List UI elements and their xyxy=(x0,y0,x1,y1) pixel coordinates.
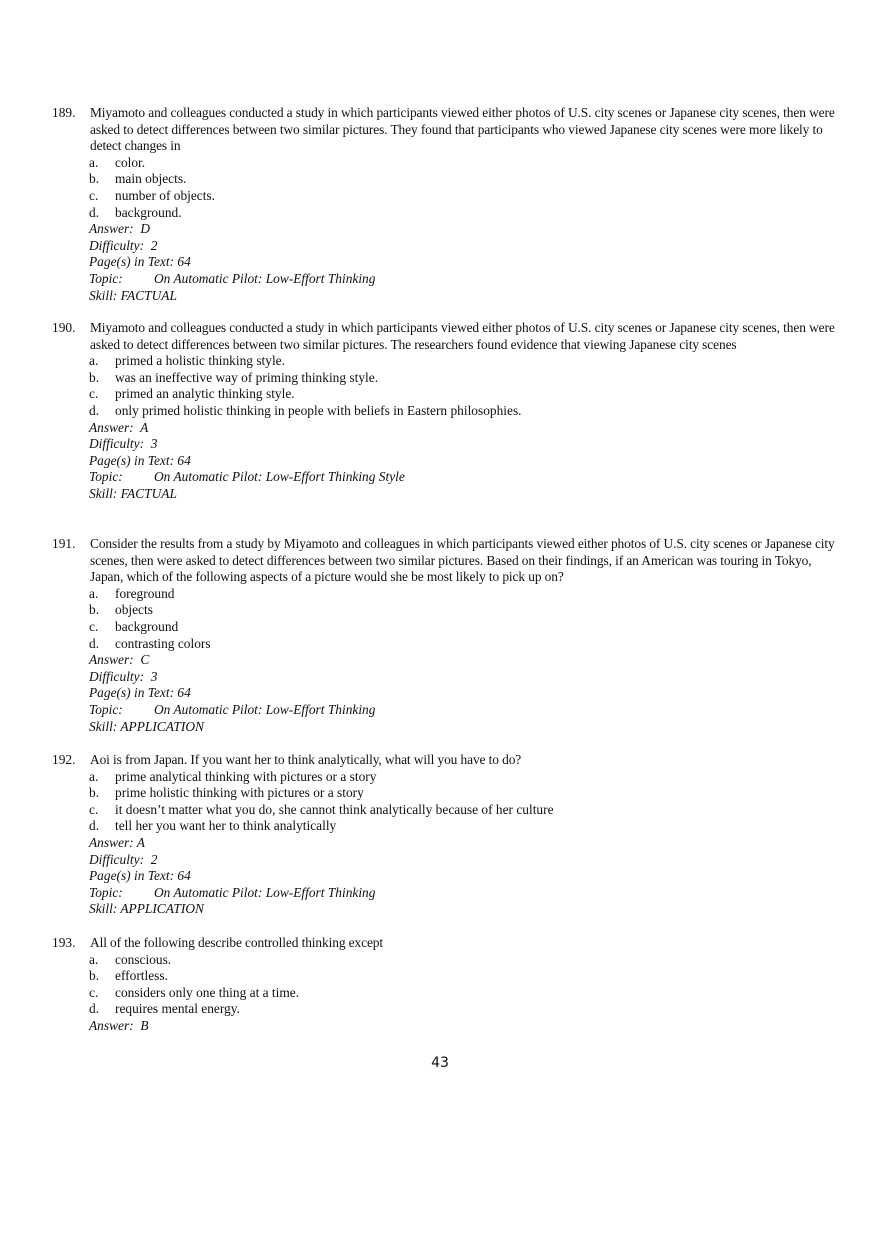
answer: Answer: A xyxy=(89,419,149,435)
options-list xyxy=(89,155,842,221)
question-meta xyxy=(89,652,842,735)
question-number: 189. xyxy=(52,105,76,120)
answer: Answer: C xyxy=(89,652,150,668)
difficulty: Difficulty: 2 xyxy=(89,851,158,867)
question-meta xyxy=(89,221,842,304)
options-list xyxy=(89,353,842,419)
question-193 xyxy=(52,935,842,1035)
option-a: a. prime analytical thinking with pictures or a story xyxy=(89,768,377,784)
options-list xyxy=(89,769,842,835)
pages-in-text: Page(s) in Text: 64 xyxy=(89,685,191,701)
question-192 xyxy=(52,752,842,918)
question-stem: Miyamoto and colleagues conducted a study in which participants viewed either photos of U.S. city scenes or Japanese city scenes, then were asked to detect differences between two similar pictures. They found that participants who viewed Japanese city scenes were more likely to detect changes in xyxy=(90,105,835,154)
option-d: d. tell her you want her to think analytically xyxy=(89,818,337,834)
option-b: b. was an ineffective way of priming thinking style. xyxy=(89,369,379,385)
topic: Topic: On Automatic Pilot: Low-Effort Thinking xyxy=(89,270,376,286)
option-c: c. number of objects. xyxy=(89,187,216,203)
question-stem: Aoi is from Japan. If you want her to think analytically, what will you have to do? xyxy=(90,752,522,767)
topic: Topic: On Automatic Pilot: Low-Effort Thinking Style xyxy=(89,469,405,485)
option-b: b. prime holistic thinking with pictures or a story xyxy=(89,785,364,801)
pages-in-text: Page(s) in Text: 64 xyxy=(89,254,191,270)
option-c: c. considers only one thing at a time. xyxy=(89,984,300,1000)
option-c: c. background xyxy=(89,618,179,634)
option-c: c. primed an analytic thinking style. xyxy=(89,386,295,402)
pages-in-text: Page(s) in Text: 64 xyxy=(89,452,191,468)
skill: Skill: APPLICATION xyxy=(89,901,204,917)
question-meta xyxy=(89,1018,842,1035)
question-191 xyxy=(52,536,842,735)
option-b: b. main objects. xyxy=(89,171,187,187)
skill: Skill: APPLICATION xyxy=(89,718,204,734)
difficulty: Difficulty: 2 xyxy=(89,237,158,253)
option-a: a. color. xyxy=(89,154,146,170)
question-meta xyxy=(89,835,842,918)
answer: Answer: A xyxy=(89,834,145,850)
option-d: d. background. xyxy=(89,204,182,220)
question-number: 190. xyxy=(52,320,76,335)
question-number: 192. xyxy=(52,752,76,767)
options-list xyxy=(89,586,842,652)
option-a: a. foreground xyxy=(89,585,175,601)
question-stem: Consider the results from a study by Miyamoto and colleagues in which participants viewed either photos of U.S. city scenes or Japanese city scenes, then were asked to detect differences between two similar pictures. Based on their findings, if an American was touring in Tokyo, Japan, which of the following aspects of a picture would she be most likely to pick up on? xyxy=(90,536,835,585)
pages-in-text: Page(s) in Text: 64 xyxy=(89,868,191,884)
option-c: c. it doesn’t matter what you do, she cannot think analytically because of her culture xyxy=(89,801,554,817)
option-a: a. conscious. xyxy=(89,951,172,967)
option-d: d. only primed holistic thinking in people with beliefs in Eastern philosophies. xyxy=(89,402,522,418)
option-d: d. requires mental energy. xyxy=(89,1001,240,1017)
question-stem: Miyamoto and colleagues conducted a study in which participants viewed either photos of U.S. city scenes or Japanese city scenes, then were asked to detect differences between two similar pictures. The researchers found evidence that viewing Japanese city scenes xyxy=(90,320,835,352)
answer: Answer: B xyxy=(89,1017,149,1033)
page-number: 43 xyxy=(431,1055,449,1071)
skill: Skill: FACTUAL xyxy=(89,485,177,501)
skill: Skill: FACTUAL xyxy=(89,287,177,303)
difficulty: Difficulty: 3 xyxy=(89,668,158,684)
question-number: 193. xyxy=(52,935,76,950)
question-meta xyxy=(89,420,842,503)
option-b: b. effortless. xyxy=(89,968,168,984)
options-list xyxy=(89,952,842,1018)
option-a: a. primed a holistic thinking style. xyxy=(89,353,285,369)
option-b: b. objects xyxy=(89,602,153,618)
difficulty: Difficulty: 3 xyxy=(89,436,158,452)
topic: Topic: On Automatic Pilot: Low-Effort Thinking xyxy=(89,884,376,900)
option-d: d. contrasting colors xyxy=(89,635,211,651)
question-189 xyxy=(52,105,842,304)
answer: Answer: D xyxy=(89,221,150,237)
question-190 xyxy=(52,320,842,503)
question-stem: All of the following describe controlled thinking except xyxy=(90,935,384,950)
question-number: 191. xyxy=(52,536,76,551)
topic: Topic: On Automatic Pilot: Low-Effort Thinking xyxy=(89,701,376,717)
